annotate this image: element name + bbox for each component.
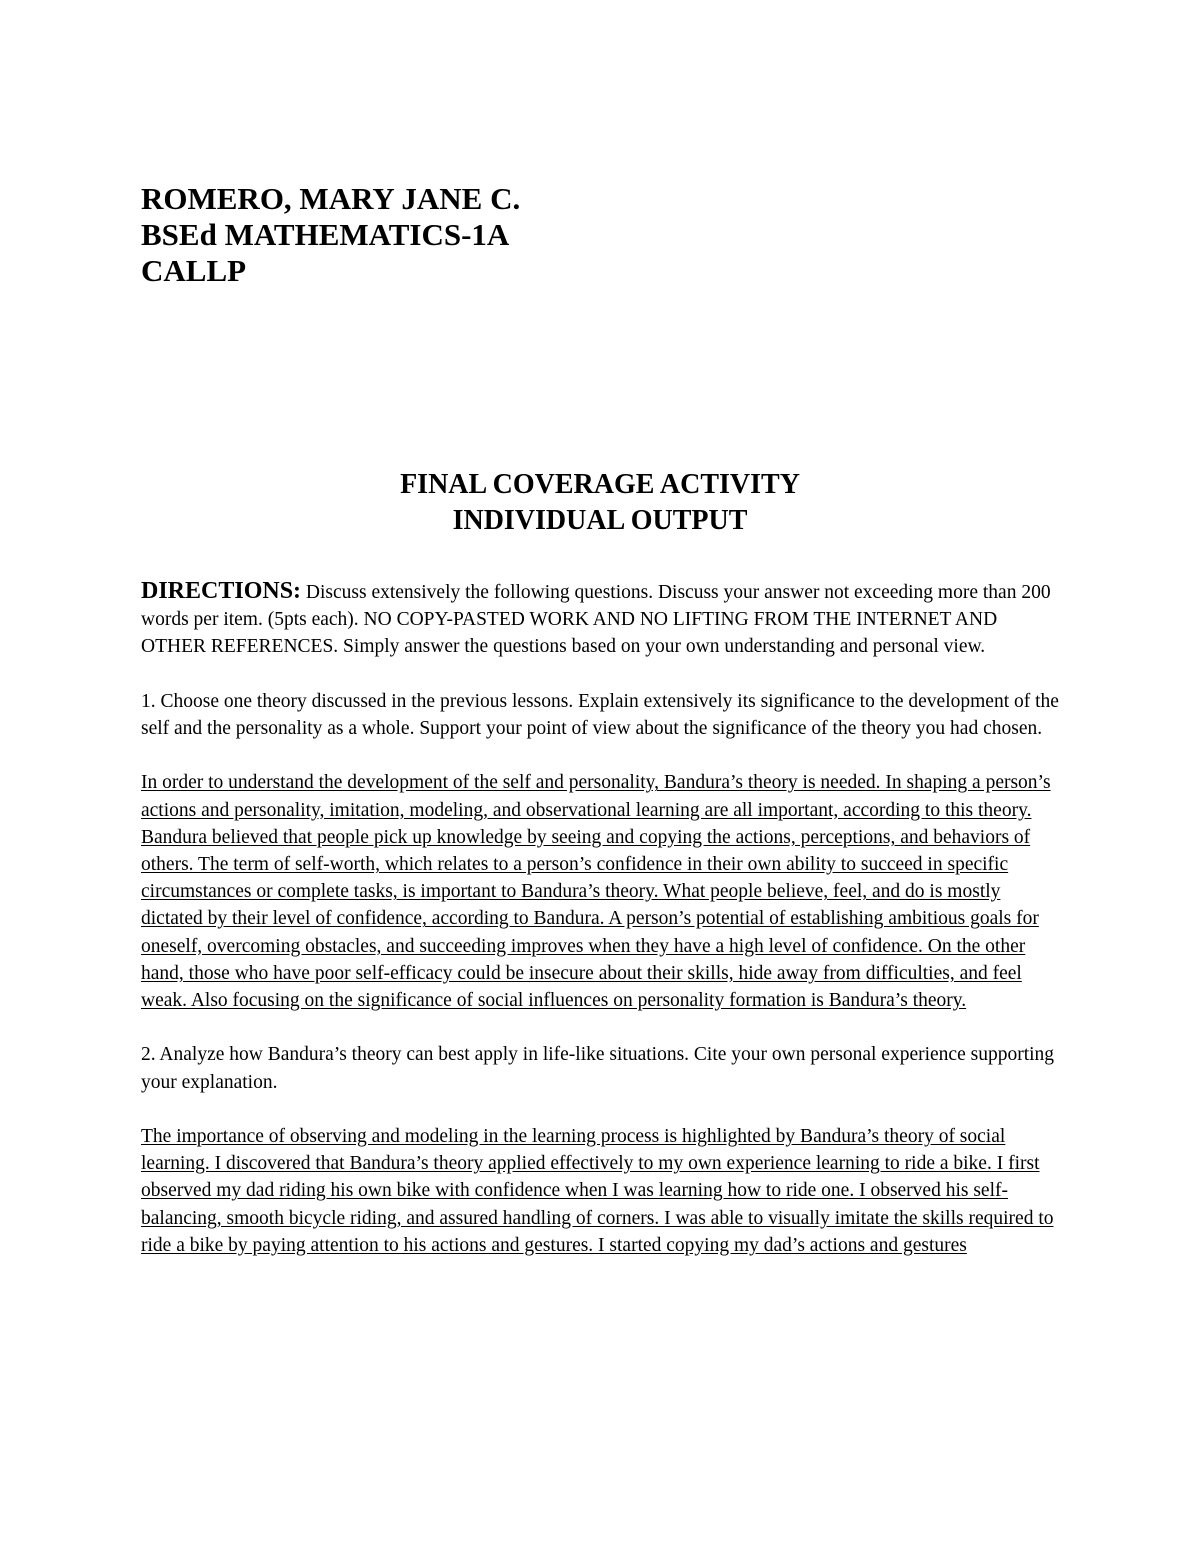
question-2-prompt: 2. Analyze how Bandura’s theory can best apply in life-like situations. Cite your own personal experience supporting your explanation. xyxy=(141,1044,1055,1093)
document-title xyxy=(0,467,1200,539)
student-header xyxy=(141,181,841,289)
student-program: BSEd MATHEMATICS-1A xyxy=(141,217,510,252)
course-code: CALLP xyxy=(141,253,247,288)
question-2-answer: The importance of observing and modeling in the learning process is highlighted by Bandura’s theory of social learning. I discovered that Bandura’s theory applied effectively to my own experience learning to ride a bike. I first observed my dad riding his own bike with confidence when I was learning how to ride one. I observed his self-balancing, smooth bicycle riding, and assured handling of corners. I was able to visually imitate the skills required to ride a bike by paying attention to his actions and gestures. I started copying my dad’s actions and gestures xyxy=(141,1126,1054,1256)
question-1-answer: In order to understand the development of the self and personality, Bandura’s theory is needed. In shaping a person’s actions and personality, imitation, modeling, and observational learning are all important, according to this theory. Bandura believed that people pick up knowledge by seeing and copying the actions, perceptions, and behaviors of others. The term of self-worth, which relates to a person’s confidence in their own ability to succeed in specific circumstances or complete tasks, is important to Bandura’s theory. What people believe, feel, and do is mostly dictated by their level of confidence, according to Bandura. A person’s potential of establishing ambitious goals for oneself, overcoming obstacles, and succeeding improves when they have a high level of confidence. On the other hand, those who have poor self-efficacy could be insecure about their skills, hide away from difficulties, and feel weak. Also focusing on the significance of social influences on personality formation is Bandura’s theory. xyxy=(141,772,1051,1012)
student-name: ROMERO, MARY JANE C. xyxy=(141,181,521,216)
directions-paragraph xyxy=(141,578,1061,661)
directions-label: DIRECTIONS: xyxy=(141,578,302,604)
title-line-2: INDIVIDUAL OUTPUT xyxy=(452,505,748,536)
directions-text: Discuss extensively the following questions. Discuss your answer not exceeding more than 200 words per item. (5pts each). NO COPY-PASTED WORK AND NO LIFTING FROM THE INTERNET AND OTHER REFERENCES. Simply answer the questions based on your own understanding and personal view. xyxy=(141,582,1051,658)
title-line-1: FINAL COVERAGE ACTIVITY xyxy=(400,469,800,500)
document-body xyxy=(141,578,1061,1286)
question-1-prompt: 1. Choose one theory discussed in the previous lessons. Explain extensively its significance to the development of the self and the personality as a whole. Support your point of view about the significance of the theory you had chosen. xyxy=(141,690,1059,739)
